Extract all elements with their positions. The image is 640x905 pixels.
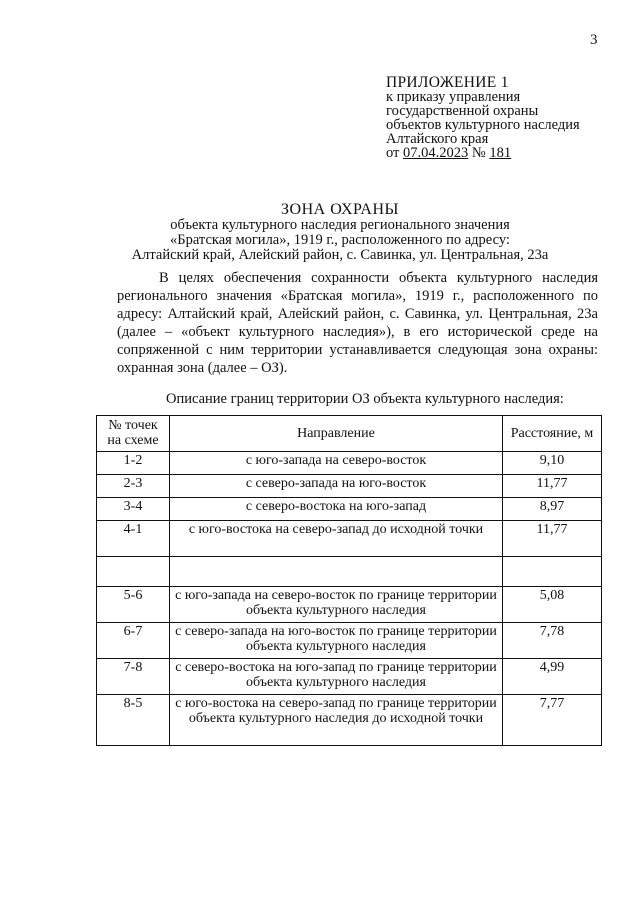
cell-direction: с юго-востока на северо-запад до исходной точки — [170, 521, 503, 557]
appendix-line: к приказу управления — [386, 89, 521, 105]
appendix-line: объектов культурного наследия — [386, 117, 580, 133]
zone-title: ЗОНА ОХРАНЫ — [281, 201, 399, 218]
cell-points: 3-4 — [97, 498, 170, 521]
order-number: 181 — [489, 145, 512, 161]
heading-line: Алтайский край, Алейский район, с. Савинка, ул. Центральная, 23а — [131, 247, 549, 263]
cell-distance — [503, 557, 602, 587]
table-header-row — [97, 416, 602, 452]
number-label: № — [468, 145, 490, 161]
zone-heading — [0, 202, 640, 263]
body-paragraph: В целях обеспечения сохранности объекта культурного наследия регионального значения «Братская могила», 1919 г., расположенного по адресу: Алтайский край, Алейский район, с. Савинка, ул. Центральная, 23а (далее – «объект культурного наследия»), в его исторической среде на сопряженной с ним территории устанавливается следующая зона охраны: охранная зона (далее – ОЗ). — [117, 270, 598, 376]
appendix-line: государственной охраны — [386, 103, 539, 119]
cell-points: 7-8 — [97, 659, 170, 695]
header-points-line2: на схеме — [107, 433, 159, 448]
table-row-empty — [97, 557, 602, 587]
cell-distance: 7,78 — [503, 623, 602, 659]
appendix-date-line — [386, 146, 580, 160]
page-number: 3 — [590, 32, 598, 48]
cell-direction: с северо-запада на юго-восток по границе территории объекта культурного наследия — [170, 623, 503, 659]
header-distance: Расстояние, м — [503, 416, 602, 452]
boundary-table — [96, 415, 602, 746]
header-points-line1: № точек — [108, 418, 158, 433]
date-prefix: от — [386, 145, 404, 161]
appendix-title: ПРИЛОЖЕНИЕ 1 — [386, 74, 509, 91]
table-caption: Описание границ территории ОЗ объекта культурного наследия: — [166, 391, 564, 407]
table-row — [97, 452, 602, 475]
cell-direction: с северо-востока на юго-запад — [170, 498, 503, 521]
header-points — [97, 416, 170, 452]
table-row — [97, 498, 602, 521]
cell-points: 1-2 — [97, 452, 170, 475]
cell-distance: 8,97 — [503, 498, 602, 521]
table-row — [97, 587, 602, 623]
cell-points: 4-1 — [97, 521, 170, 557]
cell-points: 6-7 — [97, 623, 170, 659]
cell-direction: с юго-запада на северо-восток по границе территории объекта культурного наследия — [170, 587, 503, 623]
cell-points: 8-5 — [97, 695, 170, 746]
table-row — [97, 695, 602, 746]
table-row — [97, 623, 602, 659]
cell-direction: с юго-востока на северо-запад по границе территории объекта культурного наследия до исходной точки — [170, 695, 503, 746]
cell-distance: 5,08 — [503, 587, 602, 623]
cell-points: 5-6 — [97, 587, 170, 623]
heading-line: объекта культурного наследия регионального значения — [170, 217, 510, 233]
cell-distance: 11,77 — [503, 475, 602, 498]
cell-distance: 11,77 — [503, 521, 602, 557]
cell-points: 2-3 — [97, 475, 170, 498]
cell-direction: с юго-запада на северо-восток — [170, 452, 503, 475]
table-row — [97, 475, 602, 498]
cell-distance: 7,77 — [503, 695, 602, 746]
table-row — [97, 659, 602, 695]
cell-direction — [170, 557, 503, 587]
cell-points — [97, 557, 170, 587]
header-direction: Направление — [170, 416, 503, 452]
cell-direction: с северо-востока на юго-запад по границе территории объекта культурного наследия — [170, 659, 503, 695]
cell-distance: 4,99 — [503, 659, 602, 695]
order-date: 07.04.2023 — [403, 145, 469, 161]
appendix-block — [386, 76, 580, 160]
cell-distance: 9,10 — [503, 452, 602, 475]
appendix-line: Алтайского края — [386, 131, 489, 147]
heading-line: «Братская могила», 1919 г., расположенного по адресу: — [170, 232, 510, 248]
table-row — [97, 521, 602, 557]
cell-direction: с северо-запада на юго-восток — [170, 475, 503, 498]
